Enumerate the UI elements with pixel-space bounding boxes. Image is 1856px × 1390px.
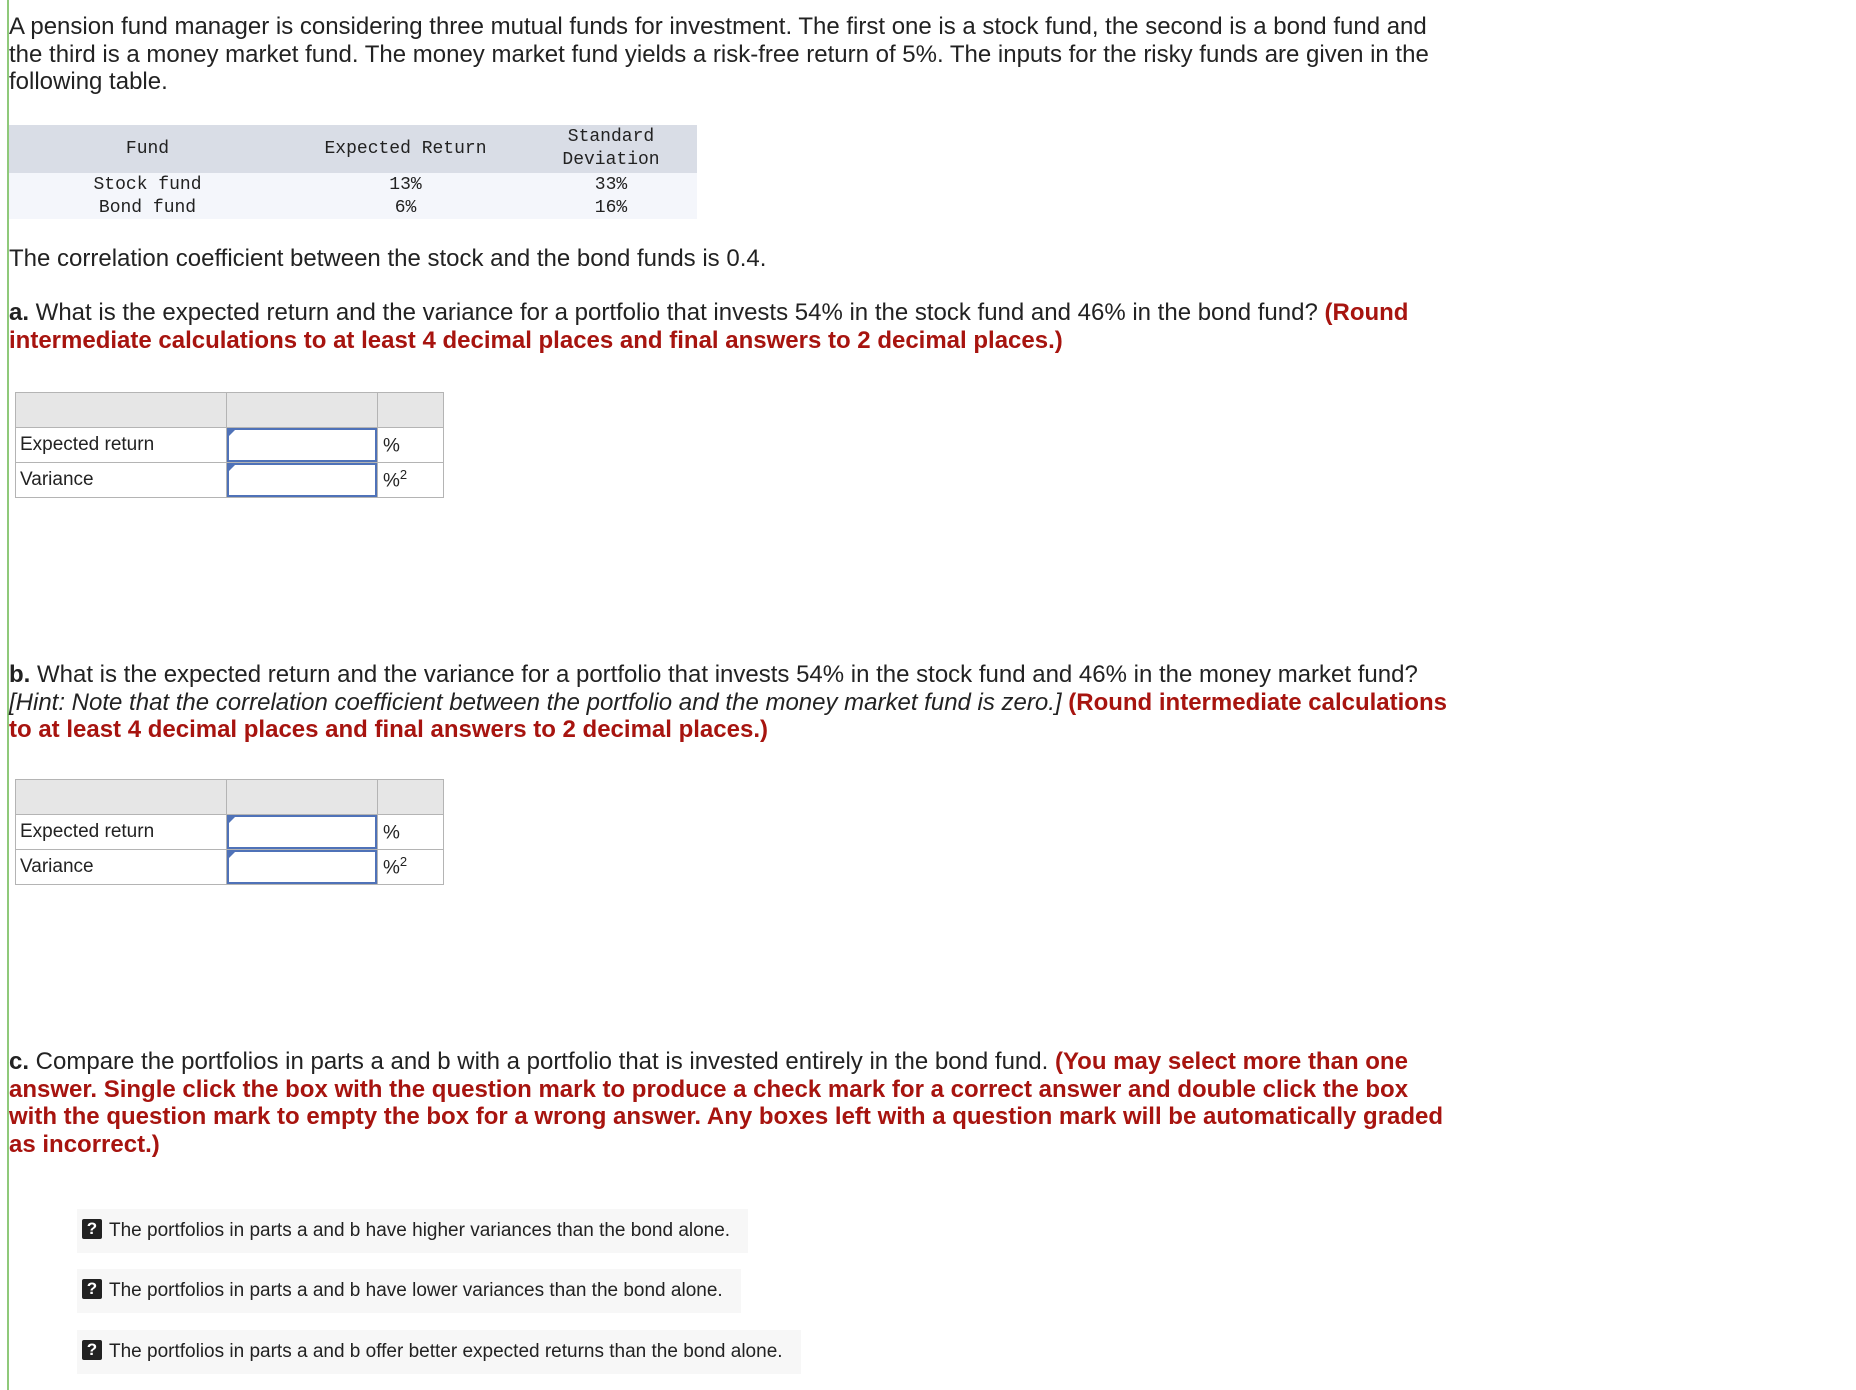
fund-table-header-return: Expected Return bbox=[286, 125, 525, 173]
part-c-question-text: Compare the portfolios in parts a and b with a portfolio that is invested entirely in the bond fund. bbox=[29, 1048, 1055, 1075]
part-c-option-1[interactable] bbox=[77, 1209, 748, 1253]
part-a-question-text: What is the expected return and the variance for a portfolio that invests 54% in the stock fund and 46% in the bond fund? bbox=[29, 299, 1325, 326]
question-mark-checkbox-icon[interactable]: ? bbox=[82, 1219, 102, 1239]
part-a-expected-return-input[interactable] bbox=[229, 430, 375, 460]
question-mark-checkbox-icon[interactable]: ? bbox=[82, 1279, 102, 1299]
table-row bbox=[9, 196, 697, 219]
part-c-question bbox=[9, 1048, 1449, 1158]
fund-expected-return: 13% bbox=[389, 174, 422, 195]
part-b-hint: [Hint: Note that the correlation coefficient between the portfolio and the money market fund is zero.] bbox=[9, 688, 1062, 716]
part-c-instruction: (You may select more than one answer. Single click the box with the question mark to produce a check mark for a correct answer and double click the box with the question mark to empty the box for a wrong answer. Any boxes left with a question mark will be automatically graded as incorrect.) bbox=[9, 1048, 1444, 1158]
fund-table-header-fund: Fund bbox=[9, 125, 286, 173]
fund-name: Stock fund bbox=[93, 174, 202, 195]
intro-text: A pension fund manager is considering three mutual funds for investment. The first one is a stock fund, the second is a bond fund and the third is a money market fund. The money market fund yields a risk-free return of 5%. The inputs for the risky funds are given in the following table. bbox=[9, 13, 1429, 95]
correlation-text: The correlation coefficient between the stock and the bond funds is 0.4. bbox=[9, 245, 767, 272]
part-a-expected-return-label: Expected return bbox=[16, 428, 227, 463]
part-a-question bbox=[9, 299, 1449, 354]
percent-squared-unit: %$^2$ bbox=[378, 850, 444, 885]
fund-table-header-sd: Standard Deviation bbox=[525, 125, 697, 173]
option-label: The portfolios in parts a and b have lower variances than the bond alone. bbox=[109, 1280, 723, 1301]
part-b-question-text: What is the expected return and the variance for a portfolio that invests 54% in the stock fund and 46% in the money market fund? bbox=[30, 661, 1418, 688]
fund-table bbox=[9, 125, 697, 219]
fund-std-dev: 16% bbox=[594, 197, 628, 218]
part-c-option-3[interactable] bbox=[77, 1330, 801, 1374]
part-c-option-2[interactable] bbox=[77, 1269, 741, 1313]
part-b-expected-return-label: Expected return bbox=[16, 815, 227, 850]
percent-squared-unit: %$^2$ bbox=[378, 463, 444, 498]
question-mark-checkbox-icon[interactable]: ? bbox=[82, 1340, 102, 1360]
table-row bbox=[9, 173, 697, 196]
percent-unit: % bbox=[378, 815, 444, 850]
part-b-letter: b. bbox=[9, 661, 31, 688]
part-c-letter: c. bbox=[9, 1048, 30, 1075]
part-a-answer-table bbox=[15, 392, 444, 498]
part-a-variance-input[interactable] bbox=[229, 465, 375, 495]
percent-unit: % bbox=[378, 428, 444, 463]
fund-name: Bond fund bbox=[98, 197, 197, 218]
part-a-letter: a. bbox=[9, 299, 30, 326]
fund-expected-return: 6% bbox=[394, 197, 417, 218]
fund-std-dev: 33% bbox=[594, 174, 628, 195]
part-b-variance-input[interactable] bbox=[229, 852, 375, 882]
part-b-instruction: (Round intermediate calculations to at least 4 decimal places and final answers to 2 decimal places.) bbox=[9, 688, 1447, 743]
part-b-answer-table bbox=[15, 779, 444, 885]
part-b-expected-return-input[interactable] bbox=[229, 817, 375, 847]
part-b-question bbox=[9, 661, 1449, 744]
part-a-variance-label: Variance bbox=[16, 463, 227, 498]
part-a-instruction: (Round intermediate calculations to at least 4 decimal places and final answers to 2 decimal places.) bbox=[9, 299, 1409, 354]
option-label: The portfolios in parts a and b have higher variances than the bond alone. bbox=[109, 1220, 731, 1241]
part-b-variance-label: Variance bbox=[16, 850, 227, 885]
option-label: The portfolios in parts a and b offer better expected returns than the bond alone. bbox=[109, 1341, 783, 1362]
